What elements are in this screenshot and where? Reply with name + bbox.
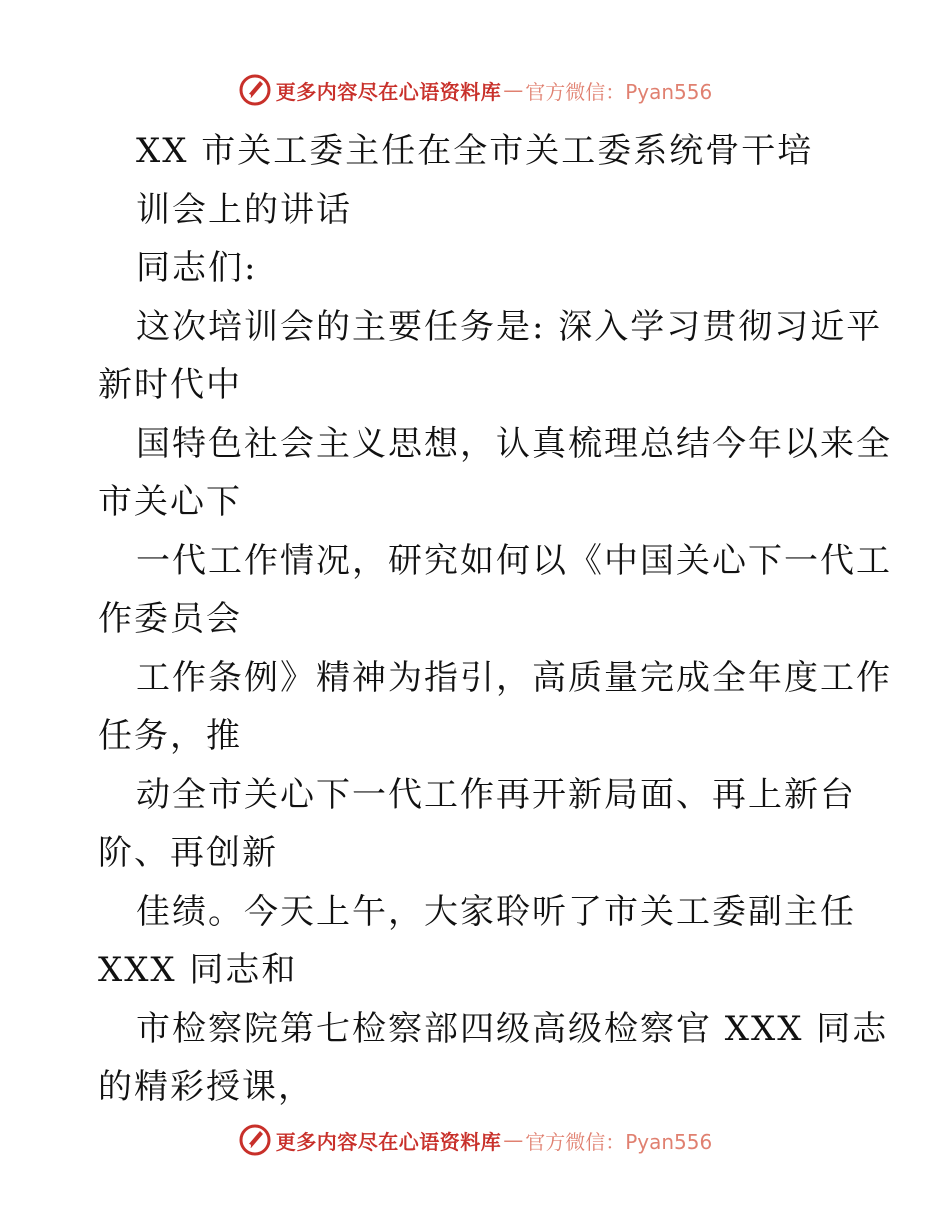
text-line: 市检察院第七检察部四级高级检察官 XXX 同志 (136, 1008, 889, 1049)
text-line: 国特色社会主义思想，认真梳理总结今年以来全 (136, 423, 892, 464)
text-line: 同志们: (136, 248, 258, 288)
watermark-contact: 官方微信：Pyan556 (525, 1129, 713, 1154)
text-line: 任务，推 (98, 716, 242, 756)
text-line: 作委员会 (98, 599, 242, 639)
document-body (98, 122, 892, 1117)
header-watermark (0, 70, 950, 110)
watermark-separator: — (503, 1128, 524, 1152)
text-line: 训会上的讲话 (136, 189, 352, 230)
watermark-separator: — (503, 78, 524, 102)
text-line: 一代工作情况，研究如何以《中国关心下一代工 (136, 540, 892, 581)
text-line: 阶、再创新 (98, 833, 278, 873)
text-line: 这次培训会的主要任务是: 深入学习贯彻习近平 (136, 306, 883, 347)
logo-icon (238, 1123, 272, 1157)
text-line: 的精彩授课， (98, 1067, 314, 1107)
watermark-contact: 官方微信：Pyan556 (525, 79, 713, 104)
text-line: XX 市关工委主任在全市关工委系统骨干培 (136, 131, 814, 171)
logo-icon (238, 73, 272, 107)
watermark-brand: 更多内容尽在心语资料库 (275, 1129, 502, 1154)
text-line: 佳绩。今天上午，大家聆听了市关工委副主任 (136, 891, 856, 932)
watermark-brand: 更多内容尽在心语资料库 (275, 79, 502, 104)
text-line: 工作条例》精神为指引，高质量完成全年度工作 (136, 657, 892, 698)
text-line: XXX 同志和 (98, 950, 298, 990)
footer-watermark (0, 1120, 950, 1160)
text-line: 市关心下 (98, 482, 242, 522)
text-line: 新时代中 (98, 365, 242, 405)
text-line: 动全市关心下一代工作再开新局面、再上新台 (136, 774, 856, 815)
